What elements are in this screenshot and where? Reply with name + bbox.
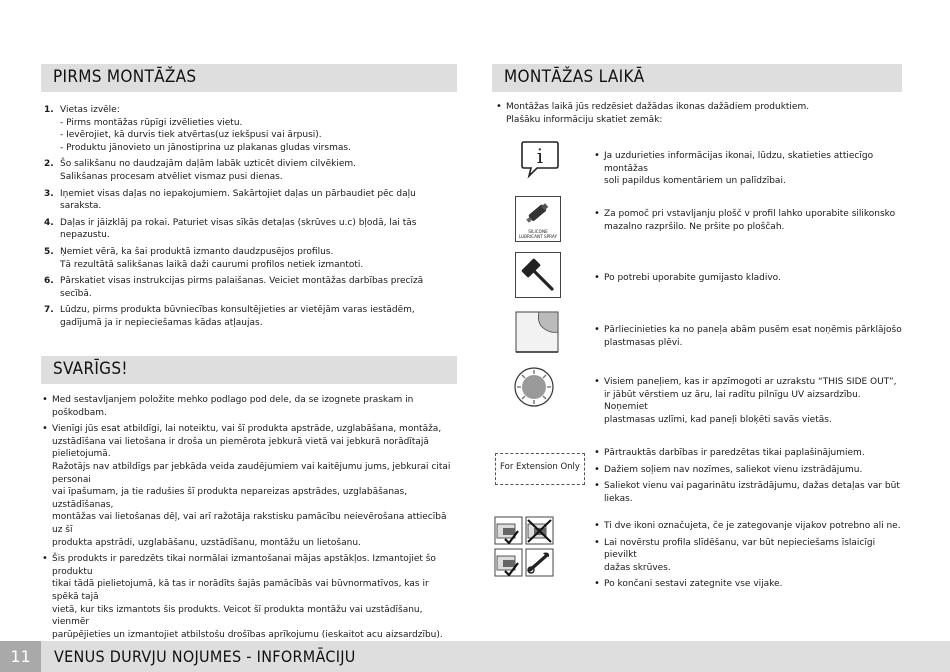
intro-line: • Montāžas laikā jūs redzēsiet dažādas ikonas dažādiem produktiem. bbox=[506, 102, 810, 112]
icon-note-line: plastmasas plēvi. bbox=[604, 337, 683, 348]
step-line: Pārskatiet visas instrukcijas pirms palaišanas. Veiciet montāžas darbības precīzā secībā. bbox=[60, 276, 424, 299]
step-line: - Produktu jānovieto un jānostiprina uz plakanas gludas virsmas. bbox=[60, 142, 351, 153]
icon-note-line: • Lai novērstu profila slīdēšanu, var būt nepieciešams īslaicīgi pievilkt bbox=[604, 537, 876, 561]
icon-note-item bbox=[593, 578, 903, 591]
step-line: Tā rezultātā salikšanas laikā daži caurumi profilos netiek izmantoti. bbox=[60, 259, 364, 270]
film-note bbox=[593, 324, 903, 353]
icon-note-line: • Ja uzdurieties informācijas ikonai, lūdzu, skatieties attiecīgo montāžas bbox=[604, 151, 874, 174]
step-item bbox=[44, 188, 444, 213]
section-header-svarigs bbox=[41, 356, 457, 384]
step-line: Ņemiet vērā, ka šai produktā izmanto daudzpusējos profilus. bbox=[60, 246, 334, 257]
extension-only-box bbox=[495, 453, 585, 485]
icon-note-line: • Po potrebi uporabite gumijasto kladivo. bbox=[604, 273, 781, 283]
extension-notes bbox=[593, 447, 903, 509]
uv-note bbox=[593, 376, 903, 430]
icon-note-item bbox=[593, 537, 903, 575]
important-list bbox=[41, 394, 453, 645]
section-header-montazas bbox=[492, 64, 902, 92]
step-line: Daļas ir jāizklāj pa rokai. Paturiet visas sīkās detaļas (skrūves u.c) bļodā, lai tās nepazustu. bbox=[60, 217, 417, 241]
step-number: 4. bbox=[44, 217, 54, 228]
step-item bbox=[44, 246, 444, 271]
rubber-mallet-icon bbox=[515, 252, 561, 298]
step-number: 1. bbox=[44, 105, 54, 115]
section-header-pirms bbox=[41, 64, 457, 92]
important-item bbox=[41, 423, 453, 549]
intro-line: Plašāku informāciju skatiet zemāk: bbox=[506, 114, 663, 125]
important-line: vai īpašumam, ja tie radušies šī produkta nepareizas apstrādes, uzglabāšanas, uzstādīšanas, bbox=[52, 487, 408, 510]
step-line: Lūdzu, pirms produkta būvniecības konsultējieties ar vietējām varas iestādēm, bbox=[60, 305, 415, 316]
step-line: Šo salikšanu no daudzajām daļām labāk uzticēt diviem cilvēkiem. bbox=[60, 159, 356, 170]
steps-list bbox=[44, 104, 444, 334]
step-line: - Pirms montāžas rūpīgi izvēlieties vietu. bbox=[60, 117, 243, 128]
icon-note-item bbox=[593, 464, 903, 477]
step-line: gadījumā ja ir nepieciešamas kādas atļaujas. bbox=[60, 317, 263, 328]
important-line: • Šis produkts ir paredzēts tikai normālai izmantošanai mājas apstākļos. Izmantojiet šo produktu bbox=[52, 554, 436, 577]
step-number: 6. bbox=[44, 276, 54, 287]
film-peel-icon bbox=[513, 308, 563, 356]
icon-note-line: ir jābūt vērstiem uz āru, lai radītu pilnīgu UV aizsardzību. Noņemiet bbox=[604, 389, 861, 413]
important-line: vietā, kur tiks izmantots šis produkts. Veicot šī produkta montāžu vai uzstādīšanu, vienmēr bbox=[52, 604, 423, 628]
icon-note-line: mazalno razpršilo. Ne pršite po ploščah. bbox=[604, 221, 785, 232]
important-line: • Med sestavljanjem položite mehko podlago pod dele, da se izognete praskam in poškodbam. bbox=[52, 395, 414, 418]
icon-note-item bbox=[593, 520, 903, 533]
step-line: - Ievērojiet, kā durvis tiek atvērtas(uz iekšpusi vai ārpusi). bbox=[60, 130, 322, 141]
icon-note-line: • Pārliecinieties ka no paneļa abām pusēm esat noņēmis pārklājošo bbox=[604, 325, 902, 335]
step-number: 7. bbox=[44, 305, 54, 316]
screw-tighten-icons bbox=[494, 516, 556, 580]
step-item bbox=[44, 104, 444, 154]
step-line: Iņemiet visas daļas no iepakojumiem. Sakārtojiet daļas un pārbaudiet pēc daļu saraksta. bbox=[60, 188, 416, 212]
icon-note-item bbox=[593, 324, 903, 349]
icon-note-item bbox=[593, 376, 903, 426]
intro-item bbox=[495, 101, 895, 126]
icon-note-line: • Dažiem soļiem nav nozīmes, saliekot vienu izstrādājumu. bbox=[604, 464, 863, 475]
icon-note-line: • Po končani sestavi zategnite vse vijake. bbox=[604, 579, 783, 590]
silicone-note bbox=[593, 208, 903, 237]
section-title: SVARĪGS! bbox=[53, 359, 128, 379]
montazas-intro bbox=[495, 101, 895, 130]
icon-note-line: • Visiem paneļiem, kas ir apzīmogoti ar uzrakstu “THIS SIDE OUT”, bbox=[604, 377, 897, 387]
important-line: Ražotājs nav atbildīgs par jebkāda veida zaudējumiem vai kaitējumu jums, jebkurai citai personai bbox=[52, 461, 451, 485]
important-item bbox=[41, 553, 453, 641]
icon-note-line: • Pārtrauktās darbības ir paredzētas tikai paplašinājumiem. bbox=[604, 448, 865, 458]
important-line: tikai tādā pielietojumā, kā tas ir norādīts šajās pamācībās vai būvnormatīvos, kas ir spēkā tajā bbox=[52, 579, 429, 602]
section-title: PIRMS MONTĀŽAS bbox=[53, 67, 197, 87]
icon-note-line: • Za pomoč pri vstavljanju plošč v profil lahko uporabite silikonsko bbox=[604, 209, 896, 219]
important-line: montāžas vai lietošanas dēļ, vai arī ražotāja rakstisku pamācību neievērošana attiecībā uz šī bbox=[52, 512, 447, 535]
icon-note-line: • Ti dve ikoni označujeta, če je zategovanje vijakov potrebno ali ne. bbox=[604, 521, 901, 531]
step-number: 5. bbox=[44, 246, 54, 257]
icon-note-item bbox=[593, 208, 903, 233]
important-line: • Vienīgi jūs esat atbildīgi, lai noteiktu, vai šī produkta apstrāde, uzglabāšana, montāža, bbox=[52, 424, 442, 435]
icon-note-item bbox=[593, 480, 903, 505]
step-item bbox=[44, 158, 444, 183]
icon-note-line: plastmasas uzlīmi, kad paneļi bloķēti savās vietās. bbox=[604, 414, 832, 425]
page-footer bbox=[0, 641, 950, 672]
spray-label-2: LUBRICANT SPRAY bbox=[518, 234, 558, 239]
mallet-note bbox=[593, 272, 903, 289]
step-line: Salikšanas procesam atvēliet vismaz pusi dienas. bbox=[60, 171, 283, 182]
section-title: MONTĀŽAS LAIKĀ bbox=[504, 67, 645, 87]
info-icon bbox=[519, 138, 561, 180]
step-line: Vietas izvēle: bbox=[60, 105, 120, 115]
info-note bbox=[593, 150, 903, 192]
silicone-spray-icon bbox=[515, 196, 561, 242]
important-line: uzstādīšana vai lietošana ir droša un piemērota jebkurā vietā vai jebkurā norādītajā pielietojumā. bbox=[52, 436, 429, 460]
important-line: parūpējieties un izmantojiet atbilstošu drošības aprīkojumu (ieskaitot acu aizsardzību). bbox=[52, 629, 443, 640]
step-item bbox=[44, 304, 444, 329]
icon-note-line: dažas skrūves. bbox=[604, 562, 671, 573]
icon-note-line: • Saliekot vienu vai pagarinātu izstrādājumu, dažas detaļas var būt liekas. bbox=[604, 481, 900, 504]
footer-title: VENUS DURVJU NOJUMES - INFORMĀCIJU bbox=[54, 647, 356, 666]
step-item bbox=[44, 217, 444, 242]
icon-note-item bbox=[593, 447, 903, 460]
extension-only-label: For Extension Only bbox=[500, 462, 580, 472]
svg-text:i: i bbox=[536, 144, 544, 168]
spray-label-1: SILICONE bbox=[528, 229, 548, 234]
step-number: 3. bbox=[44, 188, 54, 199]
page-number: 11 bbox=[10, 647, 31, 666]
icon-note-item bbox=[593, 272, 903, 285]
step-item bbox=[44, 275, 444, 300]
step-number: 2. bbox=[44, 159, 54, 170]
icon-note-line: soli papildus komentāriem un palīdzībai. bbox=[604, 176, 786, 187]
screw-notes bbox=[593, 520, 903, 595]
important-item bbox=[41, 394, 453, 419]
uv-sun-icon bbox=[513, 366, 555, 408]
icon-note-item bbox=[593, 150, 903, 188]
page-number-box bbox=[0, 641, 41, 672]
important-line: produkta apstrādi, uzglabāšanu, uzstādīšanu, montāžu un lietošanu. bbox=[52, 537, 361, 548]
